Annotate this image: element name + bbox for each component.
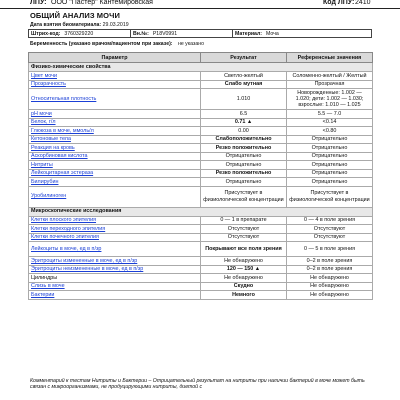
table-row	[29, 274, 373, 283]
reference-value: Отрицательно	[287, 161, 373, 170]
result-value: Не обнаружено	[201, 257, 287, 266]
results-header-row	[29, 53, 373, 63]
result-value: 0.71 ▲	[201, 118, 287, 127]
report-comment: Комментарий к тестам Нитриты и Бактерии – Отрицательный результат на нитриты при наличии бактерий в моче может быть связан с микроорганизмами, не продуцирующими нитриты, диетой с	[30, 378, 365, 391]
reference-value: Отсутствуют	[287, 225, 373, 234]
column-header-parameter: Параметр	[29, 53, 201, 63]
result-value: 120 — 150 ▲	[201, 265, 287, 274]
table-row	[29, 169, 373, 178]
result-value: 0 — 1 в препарате	[201, 216, 287, 225]
material-label: Материал:	[235, 30, 262, 37]
table-row	[29, 282, 373, 291]
result-value: Немного	[201, 291, 287, 300]
reference-value: 0 — 4 в поле зрения	[287, 216, 373, 225]
reference-value: Присутствует в физиологической концентрации	[287, 186, 373, 207]
table-row	[29, 186, 373, 207]
table-row	[29, 118, 373, 127]
result-value: Не обнаружено	[201, 274, 287, 283]
reference-value: 0–2 в поле зрения	[287, 257, 373, 266]
result-value: 0.00	[201, 127, 287, 136]
table-row	[29, 265, 373, 274]
section-header-row	[29, 63, 373, 72]
table-row	[29, 72, 373, 81]
collection-date-value: 29.03.2019	[102, 22, 129, 28]
reference-value: Не обнаружено	[287, 291, 373, 300]
result-value: Слабоположительно	[201, 135, 287, 144]
reference-value: Не обнаружено	[287, 274, 373, 283]
parameter-link[interactable]: pH мочи	[29, 110, 201, 119]
table-row	[29, 127, 373, 136]
reference-value: 0–2 в поле зрения	[287, 265, 373, 274]
parameter-link[interactable]: Лейкоцитарная эстераза	[29, 169, 201, 178]
section-header-row	[29, 207, 373, 216]
result-value: Присутствует в физиологической концентрации	[201, 186, 287, 207]
result-value: Слабо мутная	[201, 80, 287, 89]
parameter-link[interactable]: Прозрачность	[29, 80, 201, 89]
table-row	[29, 178, 373, 187]
lpu-code-value: 2410	[355, 0, 371, 6]
parameter-link[interactable]: Реакция на кровь	[29, 144, 201, 153]
barcode-label: Штрих-код:	[31, 30, 61, 37]
reference-value: Отрицательно	[287, 144, 373, 153]
table-row	[29, 242, 373, 257]
parameter-link[interactable]: Белок, г/л	[29, 118, 201, 127]
parameter-link[interactable]: Относительная плотность	[29, 89, 201, 110]
parameter-link[interactable]: Уробилиноген	[29, 186, 201, 207]
parameter-link[interactable]: Нитриты	[29, 161, 201, 170]
parameter-link[interactable]: Кетоновые тела	[29, 135, 201, 144]
column-header-result: Результат	[201, 53, 287, 63]
reference-value: 5.5 — 7.0	[287, 110, 373, 119]
barcode-value: 3760329220	[64, 30, 94, 37]
parameter-link[interactable]: Эритроциты неизмененные в моче, ед в п/зр	[29, 265, 201, 274]
reference-value: Отсутствуют	[287, 233, 373, 242]
reference-value: Отрицательно	[287, 135, 373, 144]
reference-value: Отрицательно	[287, 169, 373, 178]
table-row	[29, 152, 373, 161]
parameter-link[interactable]: Клетки переходного эпителия	[29, 225, 201, 234]
reference-value: Прозрачная	[287, 80, 373, 89]
report-title: ОБЩИЙ АНАЛИЗ МОЧИ	[30, 11, 120, 20]
table-row	[29, 257, 373, 266]
internal-number-cell	[131, 30, 233, 37]
reference-value: Отрицательно	[287, 152, 373, 161]
parameter-link[interactable]: Бактерии	[29, 291, 201, 300]
results-table	[28, 52, 373, 300]
table-row	[29, 161, 373, 170]
result-value: Покрывают все поля зрения	[201, 242, 287, 257]
result-value: Скудно	[201, 282, 287, 291]
pregnancy-line	[30, 41, 204, 47]
internal-number-label: Вн.№:	[133, 30, 149, 37]
specimen-info-row	[28, 29, 372, 38]
parameter-link[interactable]: Слизь в моче	[29, 282, 201, 291]
parameter-link[interactable]: Билирубин	[29, 178, 201, 187]
result-value: Резко положительно	[201, 169, 287, 178]
material-value: Моча	[265, 30, 279, 37]
reference-value: Не обнаружено	[287, 282, 373, 291]
report-top-bar	[0, 0, 400, 9]
result-value: Отсутствуют	[201, 225, 287, 234]
section-title: Микроскопические исследования	[29, 207, 373, 216]
material-cell	[233, 30, 371, 37]
table-row	[29, 291, 373, 300]
parameter-link[interactable]: Эритроциты измененные в моче, ед в п/зр	[29, 257, 201, 266]
table-row	[29, 225, 373, 234]
table-row	[29, 233, 373, 242]
barcode-cell	[29, 30, 131, 37]
collection-date	[30, 22, 129, 28]
table-row	[29, 80, 373, 89]
table-row	[29, 89, 373, 110]
result-value: Отрицательно	[201, 178, 287, 187]
result-value: Светло-желтый	[201, 72, 287, 81]
parameter-link[interactable]: Цвет мочи	[29, 72, 201, 81]
pregnancy-label: Беременность (указано врачом/пациентом при заказе):	[30, 41, 173, 47]
pregnancy-value: не указано	[177, 41, 204, 47]
reference-value: Новорожденные: 1.002 — 1.020; дети: 1.002 — 1.030; взрослые: 1.010 — 1.025	[287, 89, 373, 110]
parameter-link[interactable]: Лейкоциты в моче, ед в п/зр	[29, 242, 201, 257]
result-value: Резко положительно	[201, 144, 287, 153]
reference-value: Соломенно-желтый / Желтый	[287, 72, 373, 81]
table-row	[29, 110, 373, 119]
reference-value: <0.14	[287, 118, 373, 127]
internal-number-value: P18V0991	[152, 30, 178, 37]
column-header-reference: Референсные значения	[287, 53, 373, 63]
reference-value: 0 — 5 в поле зрения	[287, 242, 373, 257]
reference-value: <0.80	[287, 127, 373, 136]
reference-value: Отрицательно	[287, 178, 373, 187]
results-body	[29, 63, 373, 300]
table-row	[29, 135, 373, 144]
result-value: 1.010	[201, 89, 287, 110]
parameter-link[interactable]: Клетки почечного эпителия	[29, 233, 201, 242]
lpu-label: ЛПУ:	[30, 0, 47, 6]
parameter-name: Цилиндры	[29, 274, 201, 283]
parameter-link[interactable]: Клетки плоского эпителия	[29, 216, 201, 225]
lpu-value: ООО "Пастер" Кантемировская	[51, 0, 153, 6]
table-row	[29, 216, 373, 225]
result-value: 6.5	[201, 110, 287, 119]
result-value: Отрицательно	[201, 152, 287, 161]
result-value: Отрицательно	[201, 161, 287, 170]
lpu-code-label: Код ЛПУ:	[323, 0, 355, 6]
section-title: Физико-химические свойства	[29, 63, 373, 72]
table-row	[29, 144, 373, 153]
parameter-link[interactable]: Аскорбиновая кислота	[29, 152, 201, 161]
collection-date-label: Дата взятия биоматериала:	[30, 22, 102, 28]
parameter-link[interactable]: Глюкоза в моче, ммоль/л	[29, 127, 201, 136]
result-value: Отсутствуют	[201, 233, 287, 242]
